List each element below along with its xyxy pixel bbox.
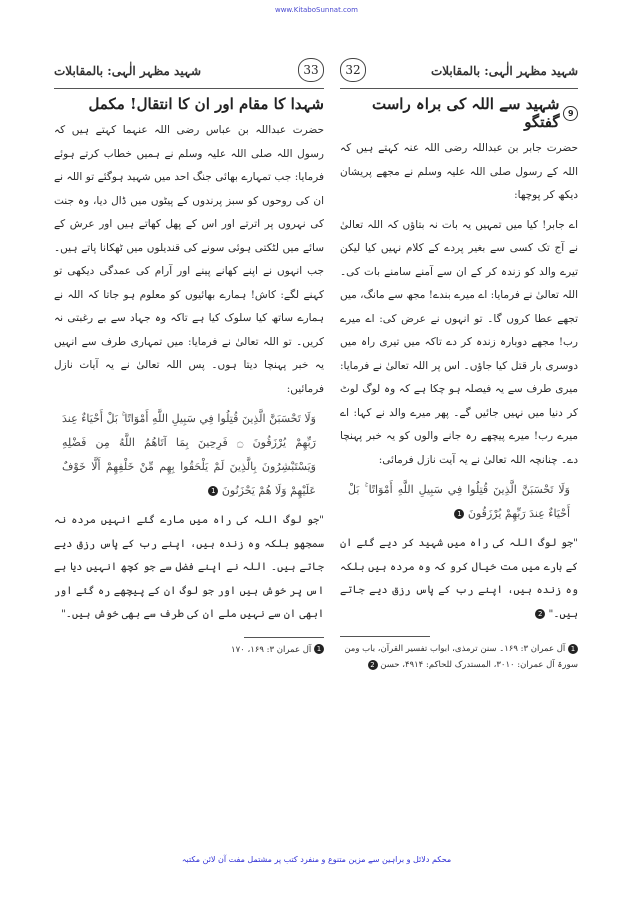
right-book-title: شہید مظہر الٰہی: بالمقابلات [430,64,578,78]
left-section-title [54,95,324,113]
right-footnote-marker-1: 1 [568,644,578,654]
right-section-number: 9 [563,106,578,121]
right-page [340,58,578,673]
site-url[interactable]: www.KitaboSunnat.com [274,6,358,14]
right-page-number: 32 [340,58,366,82]
left-book-title: شہید مظہر الٰہی: بالمقابلات [54,64,202,78]
right-footnote-rule [340,636,430,637]
right-page-header [340,58,578,89]
left-quran-verse [62,407,316,503]
right-footnote-text: آل عمران ۳: ۱۶۹۔ سنن ترمذی، ابواب تفسیر القرآن، باب ومن سورۃ آل عمران: ۳۰۱۰، المستدرک للحاکم: ۴۹۱۴، حسن [344,644,578,670]
left-paragraph: حضرت عبداللہ بن عباس رضی اللہ عنہما کہتے ہیں کہ رسول اللہ صلی اللہ علیہ وسلم نے ہمیں خطاب کرتے ہوئے فرمایا: جب تمہارے بھائی جنگ احد میں شہید ہوگئے تو اللہ نے ان کی روحوں کو سبز پرندوں کے پیٹوں میں ڈال دیا، وہ جنت کی نہروں پر اترتے اور اس کے پھل کھاتے ہیں اور عرش کے سائے میں لٹکتی ہوئی سونے کی قندیلوں میں ٹھکانا پاتے ہیں۔ جب انہوں نے اپنے کھانے پینے اور آرام کی عمدگی دیکھی تو کہنے لگے: کاش! ہمارے بھائیوں کو معلوم ہو جاتا کہ اللہ نے ہمارے ساتھ کیا سلوک کیا ہے تاکہ وہ جہاد سے بے رغبتی نہ کریں۔ تو اللہ تعالیٰ نے فرمایا: میں تمہاری طرف سے انہیں یہ خبر پہنچا دیتا ہوں۔ پس اللہ تعالیٰ نے یہ آیات نازل فرمائیں: [54,124,324,395]
right-paragraph-2: اے جابر! کیا میں تمہیں یہ بات نہ بتاؤں کہ اللہ تعالیٰ نے آج تک کسی سے بغیر پردے کے کلام نہیں کیا لیکن تیرے والد کو زندہ کر کے ان سے آمنے سامنے بات کی۔ اللہ تعالیٰ نے فرمایا: اے میرے بندے! مجھ سے مانگ، میں تجھے عطا کروں گا۔ تو انہوں نے عرض کی: اے میرے رب! مجھے دوبارہ زندہ کر دے تاکہ میں تیری راہ میں دوسری بار قتل کیا جاؤں۔ اس پر اللہ تعالیٰ نے فرمایا: میری طرف سے یہ فیصلہ ہو چکا ہے کہ وہ لوگ لوٹ کر دنیا میں نہیں جائیں گے۔ پھر میرے والد نے کہا: اے میرے رب! میرے پیچھے رہ جانے والوں کو یہ خبر پہنچا دے۔ چنانچہ اللہ تعالیٰ نے یہ آیت نازل فرمائی: [340,218,578,466]
right-translation [340,532,578,626]
right-paragraph-1: حضرت جابر بن عبداللہ رضی اللہ عنہ کہتے ہیں کہ اللہ کے رسول صلی اللہ علیہ وسلم نے مجھے پریشان دیکھ کر پوچھا: [340,142,578,201]
left-footnote [54,642,324,658]
right-footnote-marker-2: 2 [368,660,378,670]
right-footnote [340,641,578,673]
right-section-title-text: شہید سے اللہ کی براہ راست گفتگو [372,95,560,131]
left-footnote-marker: 1 [314,644,324,654]
left-footnote-text: آل عمران ۳: ۱۶۹، ۱۷۰ [231,644,312,655]
left-footnote-rule [244,637,324,638]
right-quran-verse [348,478,570,526]
right-verse-text: وَلَا تَحْسَبَنَّ الَّذِينَ قُتِلُوا فِي سَبِيلِ اللَّهِ أَمْوَاتًا ۚ بَلْ أَحْيَاءٌ عِندَ رَبِّهِمْ يُرْزَقُونَ [348,483,570,520]
bottom-banner[interactable]: محکم دلائل و براہین سے مزین متنوع و منفرد کتب پر مشتمل مفت آن لائن مکتبہ [181,855,452,864]
right-translation-text: "جو لوگ اللہ کی راہ میں شہید کر دیے گئے ان کے بارے میں مت خیال کرو کہ وہ مردہ ہیں بلکہ وہ زندہ ہیں، اپنے رب کے پاس رزق دیے جاتے ہیں۔" [340,537,578,620]
left-page-number: 33 [298,58,324,82]
left-translation: "جو لوگ اللہ کی راہ میں مارے گئے انہیں مردہ نہ سمجھو بلکہ وہ زندہ ہیں، اپنے رب کے پاس رزق دیے جاتے ہیں۔ اللہ نے اپنے فضل سے جو کچھ انہیں دیا ہے اس پر خوش ہیں اور جو لوگ ان کے پیچھے رہ گئے اور ابھی ان سے نہیں ملے ان کی طرف سے بھی خوش ہیں۔" [54,514,324,620]
left-section-title-text: شہدا کا مقام اور ان کا انتقال! مکمل [88,95,324,113]
left-verse-text: وَلَا تَحْسَبَنَّ الَّذِينَ قُتِلُوا فِي سَبِيلِ اللَّهِ أَمْوَاتًا ۚ بَلْ أَحْيَاءٌ عِندَ رَبِّهِمْ يُرْزَقُونَ ۝ فَرِحِينَ بِمَا آتَاهُمُ اللَّهُ مِن فَضْلِهِ وَيَسْتَبْشِرُونَ بِالَّذِينَ لَمْ يَلْحَقُوا بِهِم مِّنْ خَلْفِهِمْ أَلَّا خَوْفٌ عَلَيْهِمْ وَلَا هُمْ يَحْزَنُونَ [62,412,316,497]
left-verse-marker: 1 [208,486,218,496]
left-page [54,58,324,658]
right-translation-marker: 2 [535,609,545,619]
right-verse-marker: 1 [454,509,464,519]
right-section-title [340,95,578,131]
left-page-header [54,58,324,89]
